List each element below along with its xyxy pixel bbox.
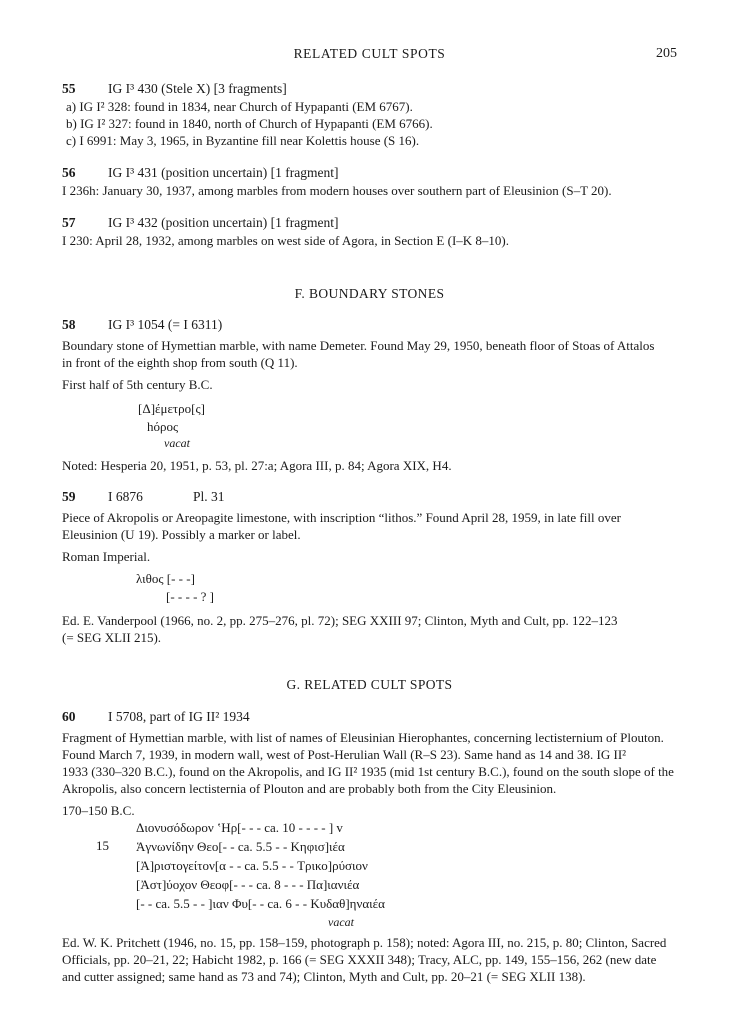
entry-60 [62, 708, 682, 819]
entry-number: 57 [62, 215, 76, 230]
section-heading-g: G. RELATED CULT SPOTS [286, 677, 453, 692]
entry-number: 55 [62, 81, 76, 96]
entry-number: 58 [62, 317, 76, 332]
inscription-line: [- - ca. 5.5 - - ]ιαν Φυ[- - ca. 6 - - Κυδαθ]ηναιέα [136, 896, 385, 911]
plate-ref: Pl. 31 [193, 489, 225, 504]
entry-59 [62, 488, 682, 565]
line-number: 15 [96, 838, 109, 853]
vacat-label: vacat [328, 915, 354, 929]
entry-heading: I 6876 [108, 489, 143, 504]
entry-number: 60 [62, 709, 76, 724]
entry-58 [62, 316, 682, 393]
inscription-59 [136, 570, 214, 605]
vacat-label: vacat [164, 436, 190, 450]
section-heading-f: F. BOUNDARY STONES [294, 286, 445, 301]
entry-57 [62, 214, 682, 249]
bibliography-line-1: Ed. W. K. Pritchett (1946, no. 15, pp. 158–159, photograph p. 158); noted: Agora III, no. 215, p. 80; Clinton, Sacred [62, 935, 667, 950]
entry-heading: IG I³ 1054 (= I 6311) [108, 317, 223, 332]
description-line-1: Fragment of Hymettian marble, with list of names of Eleusinian Hierophantes, concerning lectisternium of Plouton. [62, 730, 664, 745]
inscription-60 [136, 818, 385, 932]
edition-60 [62, 934, 682, 985]
page-number: 205 [656, 46, 677, 61]
inscription-line: Διονυσόδωρον ʽΗρ[- - - ca. 10 - - - - ] v [136, 820, 343, 835]
inscription-line: λιθος [- - -] [136, 571, 195, 586]
inscription-line: hόρος [147, 418, 179, 434]
description-line-2: Eleusinion (U 19). Possibly a marker or label. [62, 527, 301, 542]
description-line-2: in front of the eighth shop from south (Q 11). [62, 355, 298, 370]
running-title: RELATED CULT SPOTS [293, 46, 446, 61]
entry-heading: IG I³ 431 (position uncertain) [1 fragment] [108, 165, 339, 180]
running-header [62, 46, 677, 66]
inscription-line: [Ἀ]ριστογείτον[α - - ca. 5.5 - - Τρικο]ρύσιον [136, 858, 368, 873]
entry-55 [62, 80, 682, 149]
date: First half of 5th century B.C. [62, 377, 213, 392]
find-info: I 236h: January 30, 1937, among marbles from modern houses over southern part of Eleusinion (S–T 20). [62, 183, 612, 198]
entry-heading: I 5708, part of IG II² 1934 [108, 709, 250, 724]
bibliography-line-1: Ed. E. Vanderpool (1966, no. 2, pp. 275–276, pl. 72); SEG XXIII 97; Clinton, Myth and Cult, pp. 122–123 [62, 613, 618, 628]
fragment-b: b) IG I² 327: found in 1840, north of Church of Hypapanti (EM 6766). [66, 116, 433, 131]
description-line-2: Found March 7, 1939, in modern wall, west of Post-Herulian Wall (R–S 23). Same hand as 14 and 38. IG II² [62, 747, 627, 762]
bibliography: Noted: Hesperia 20, 1951, p. 53, pl. 27:a; Agora III, p. 84; Agora XIX, H4. [62, 458, 452, 473]
date: 170–150 B.C. [62, 803, 135, 818]
inscription-line: [Δ]έμετρο[ς] [138, 401, 205, 416]
fragment-a: a) IG I² 328: found in 1834, near Church of Hypapanti (EM 6767). [66, 99, 413, 114]
description-line-3: 1933 (330–320 B.C.), found on the Akropolis, and IG II² 1935 (mid 1st century B.C.), found on the south slope of the [62, 764, 674, 779]
entry-56 [62, 164, 682, 199]
edition-59 [62, 612, 682, 646]
find-info: I 230: April 28, 1932, among marbles on west side of Agora, in Section E (I–K 8–10). [62, 233, 509, 248]
description-line-1: Boundary stone of Hymettian marble, with name Demeter. Found May 29, 1950, beneath floor of Stoas of Attalos [62, 338, 655, 353]
entry-number: 56 [62, 165, 76, 180]
description-line-4: Akropolis, also concern lectisternia of Plouton and are probably both from the City Eleusinion. [62, 781, 557, 796]
entry-heading: IG I³ 432 (position uncertain) [1 fragment] [108, 215, 339, 230]
entry-heading: IG I³ 430 (Stele X) [3 fragments] [108, 81, 287, 96]
entry-number: 59 [62, 489, 76, 504]
date: Roman Imperial. [62, 549, 151, 564]
inscription-line: [- - - - ? ] [166, 588, 214, 604]
inscription-58 [138, 400, 205, 453]
fragment-c: c) I 6991: May 3, 1965, in Byzantine fill near Kolettis house (S 16). [66, 133, 420, 148]
description-line-1: Piece of Akropolis or Areopagite limestone, with inscription “lithos.” Found April 28, 1959, in late fill over [62, 510, 621, 525]
inscription-line: [Ἀστ]ύοχον Θεοφ[- - - ca. 8 - - - Πα]ιανιέα [136, 877, 360, 892]
inscription-line: Ἁγνωνίδην Θεο[- - ca. 5.5 - - Κηφισ]ιέα [136, 839, 345, 854]
bibliography-line-2: Officials, pp. 20–21, 22; Habicht 1982, p. 166 (= SEG XXXII 348); Tracy, ALC, pp. 149, 155–156, 262 (new date [62, 952, 657, 967]
bibliography-line-2: (= SEG XLII 215). [62, 630, 162, 645]
noted-58 [62, 457, 682, 474]
bibliography-line-3: and cutter assigned; same hand as 73 and 74); Clinton, Myth and Cult, pp. 20–21 (= SEG XLII 138). [62, 969, 586, 984]
